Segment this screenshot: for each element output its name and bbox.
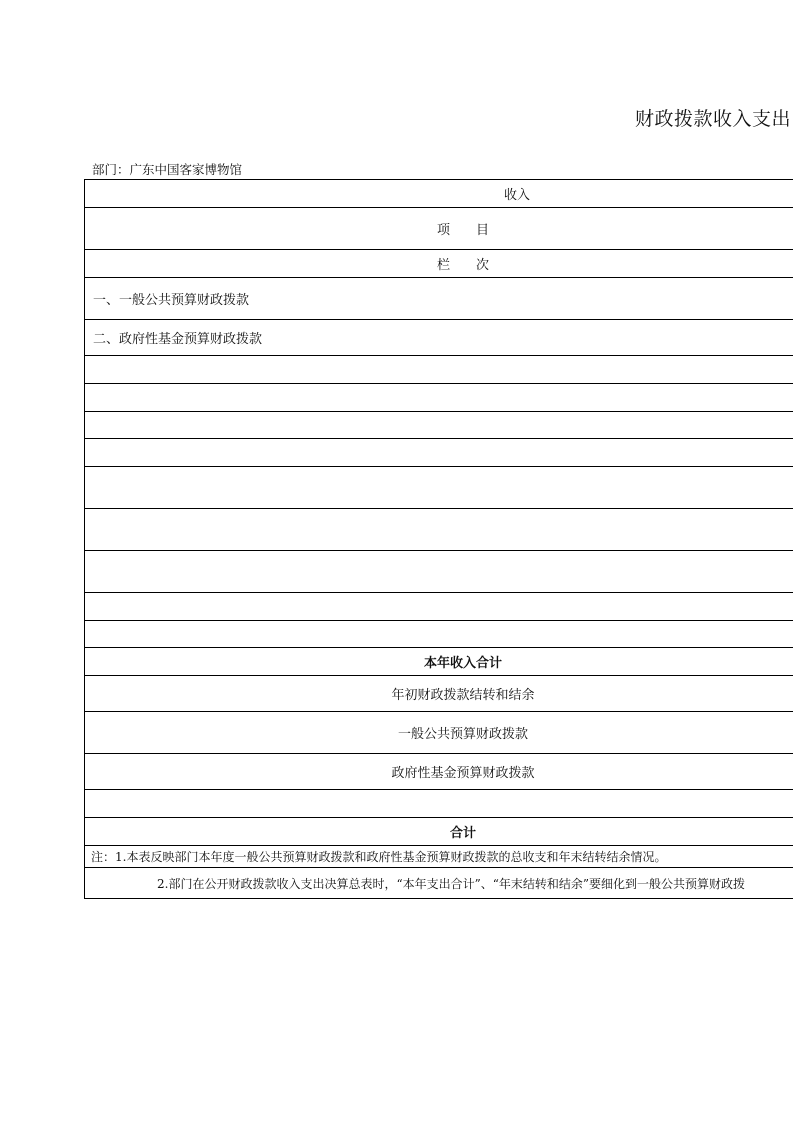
header-column-label: 栏 次 <box>436 258 489 273</box>
table-note-1 <box>85 846 793 868</box>
row-total-year-label: 本年收入合计 <box>423 656 502 671</box>
note-2-text: 2.部门在公开财政拨款收入支出决算总表时，“本年支出合计”、“年末结转和结余”要细化到一般公共预算财政拨 <box>157 876 745 891</box>
table-row-empty <box>85 509 793 551</box>
table-row-total-year <box>85 648 793 676</box>
table-row-empty <box>85 467 793 509</box>
table-row-carryover <box>85 676 793 712</box>
table-row-empty <box>85 621 793 648</box>
table-row-empty <box>85 593 793 621</box>
table-row-fund-budget <box>85 320 793 356</box>
table-row-empty <box>85 384 793 412</box>
table-row-empty <box>85 551 793 593</box>
table-header-column <box>85 250 793 278</box>
table-row-empty <box>85 439 793 467</box>
table-row-empty <box>85 412 793 439</box>
table-header-item <box>85 208 793 250</box>
table-row-empty <box>85 790 793 818</box>
header-income-label: 收入 <box>503 188 530 203</box>
row-carry-fund-label: 政府性基金预算财政拨款 <box>391 766 535 781</box>
header-item-label: 项 目 <box>436 223 489 238</box>
row-carry-general-label: 一般公共预算财政拨款 <box>397 727 528 742</box>
row-carryover-label: 年初财政拨款结转和结余 <box>391 688 535 703</box>
row-general-budget-label: 一、一般公共预算财政拨款 <box>93 293 250 308</box>
department-label: 部门：广东中国客家博物馆 <box>92 162 243 177</box>
row-total-label: 合计 <box>449 826 476 841</box>
note-1-text: 注：1.本表反映部门本年度一般公共预算财政拨款和政府性基金预算财政拨款的总收支和年末结转结余情况。 <box>91 850 667 864</box>
row-fund-budget-label: 二、政府性基金预算财政拨款 <box>93 332 263 347</box>
table-header-income <box>85 180 793 208</box>
table-row-carry-general <box>85 712 793 754</box>
table-row-empty <box>85 356 793 384</box>
page-title: 财政拨款收入支出 <box>635 108 792 130</box>
table-note-2 <box>85 868 793 899</box>
table-row-total <box>85 818 793 846</box>
fiscal-table <box>84 179 793 899</box>
table-row-carry-fund <box>85 754 793 790</box>
table-row-general-budget <box>85 278 793 320</box>
